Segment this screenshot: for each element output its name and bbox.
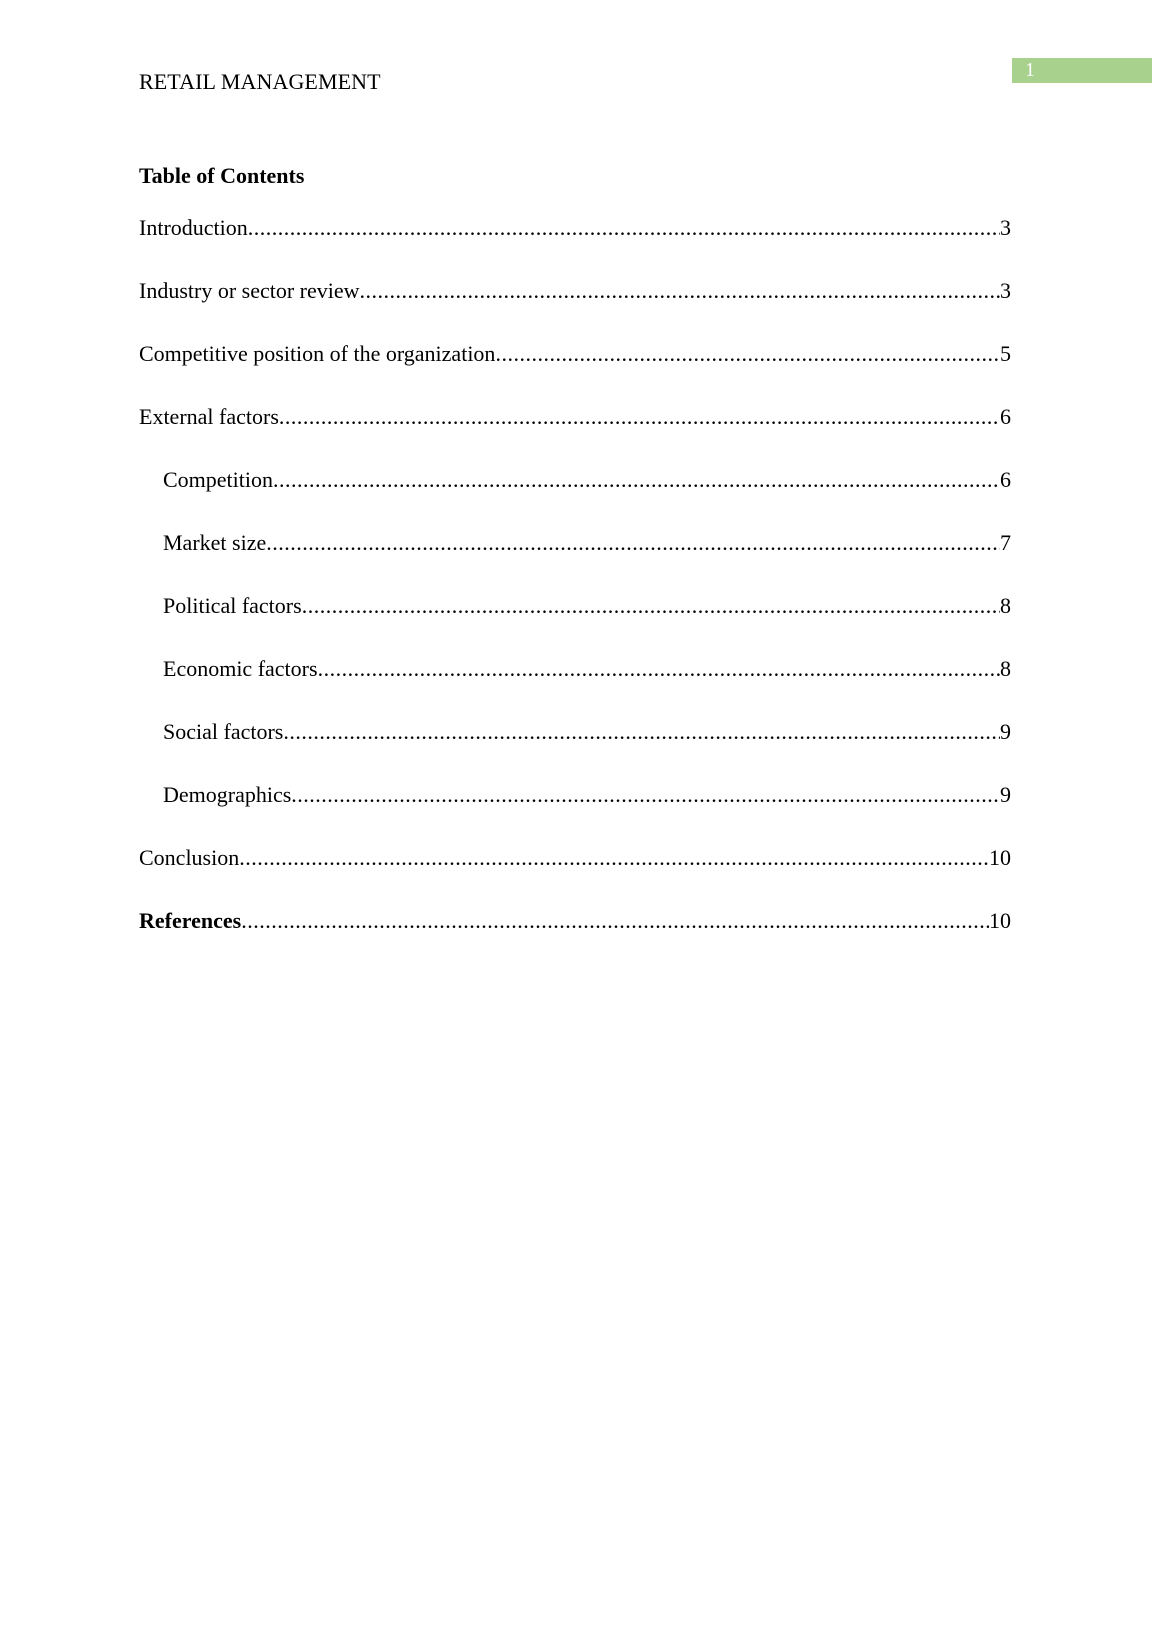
toc-entry-page: 3 bbox=[1000, 215, 1011, 240]
toc-dot-leader bbox=[360, 277, 1000, 305]
toc-entry-title: Political factors bbox=[163, 593, 302, 618]
toc-dot-leader bbox=[248, 214, 1000, 242]
toc-dot-leader bbox=[241, 907, 989, 935]
table-of-contents bbox=[139, 214, 1011, 970]
toc-entry-title: Economic factors bbox=[163, 656, 318, 681]
page-number: 1 bbox=[1025, 59, 1035, 81]
toc-entry-page: 7 bbox=[1000, 530, 1011, 555]
toc-entry-page: 8 bbox=[1000, 593, 1011, 618]
toc-entry-page: 10 bbox=[989, 845, 1011, 870]
toc-entry-page: 9 bbox=[1000, 719, 1011, 744]
toc-entry-introduction[interactable] bbox=[139, 214, 1011, 277]
page-number-badge bbox=[1012, 58, 1152, 83]
toc-dot-leader bbox=[291, 781, 1000, 809]
toc-entry-social-factors[interactable] bbox=[139, 718, 1011, 781]
toc-entry-page: 10 bbox=[989, 908, 1011, 933]
toc-entry-title: Competitive position of the organization bbox=[139, 341, 496, 366]
toc-entry-competitive-position[interactable] bbox=[139, 340, 1011, 403]
toc-entry-title: Industry or sector review bbox=[139, 278, 360, 303]
toc-entry-page: 3 bbox=[1000, 278, 1011, 303]
toc-entry-competition[interactable] bbox=[139, 466, 1011, 529]
toc-entry-page: 8 bbox=[1000, 656, 1011, 681]
toc-entry-title: Conclusion bbox=[139, 845, 240, 870]
toc-entry-page: 6 bbox=[1000, 404, 1011, 429]
toc-dot-leader bbox=[495, 340, 1000, 368]
toc-dot-leader bbox=[273, 466, 1000, 494]
toc-dot-leader bbox=[318, 655, 1000, 683]
toc-entry-title: Social factors bbox=[163, 719, 284, 744]
toc-heading: Table of Contents bbox=[139, 163, 305, 188]
toc-dot-leader bbox=[283, 718, 1000, 746]
toc-entry-conclusion[interactable] bbox=[139, 844, 1011, 907]
toc-entry-title: Introduction bbox=[139, 215, 248, 240]
toc-dot-leader bbox=[239, 844, 989, 872]
toc-entry-title: Market size bbox=[163, 530, 267, 555]
toc-entry-demographics[interactable] bbox=[139, 781, 1011, 844]
toc-entry-economic-factors[interactable] bbox=[139, 655, 1011, 718]
toc-entry-title: Competition bbox=[163, 467, 273, 492]
toc-entry-title: Demographics bbox=[163, 782, 292, 807]
toc-dot-leader bbox=[302, 592, 1000, 620]
toc-entry-page: 5 bbox=[1000, 341, 1011, 366]
toc-dot-leader bbox=[266, 529, 1000, 557]
toc-dot-leader bbox=[279, 403, 1000, 431]
toc-entry-title: External factors bbox=[139, 404, 279, 429]
toc-entry-references[interactable] bbox=[139, 907, 1011, 970]
toc-entry-external-factors[interactable] bbox=[139, 403, 1011, 466]
toc-entry-market-size[interactable] bbox=[139, 529, 1011, 592]
toc-entry-page: 6 bbox=[1000, 467, 1011, 492]
toc-entry-industry-review[interactable] bbox=[139, 277, 1011, 340]
toc-entry-page: 9 bbox=[1000, 782, 1011, 807]
toc-entry-title: References bbox=[139, 908, 242, 933]
toc-entry-political-factors[interactable] bbox=[139, 592, 1011, 655]
running-head: RETAIL MANAGEMENT bbox=[139, 69, 381, 94]
